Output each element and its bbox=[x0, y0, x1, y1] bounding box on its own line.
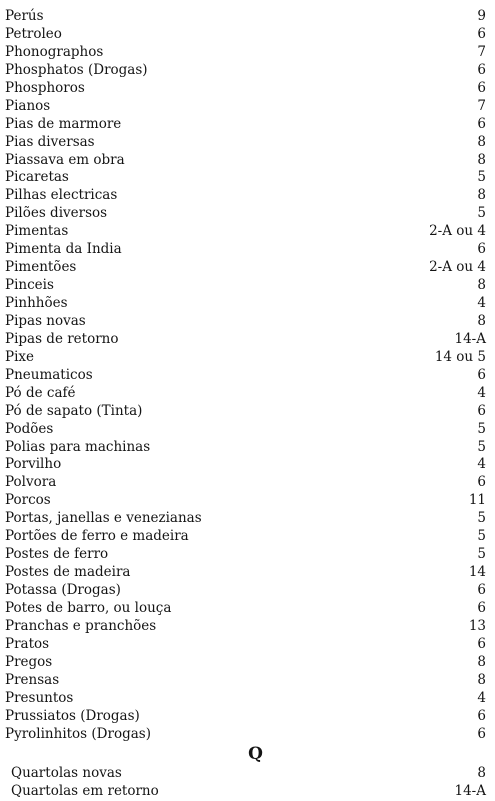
list-item bbox=[5, 672, 486, 690]
entry-value: 4 bbox=[477, 384, 486, 401]
entry-value: 6 bbox=[477, 241, 486, 258]
entry-value: 8 bbox=[477, 765, 486, 782]
list-item bbox=[5, 241, 486, 259]
entry-name: Phosphoros bbox=[5, 79, 85, 96]
entry-value: 8 bbox=[477, 151, 486, 168]
list-item bbox=[5, 277, 486, 295]
entry-value: 14-A bbox=[454, 330, 486, 347]
entry-name: Potassa (Drogas) bbox=[5, 582, 121, 598]
entry-name: Picaretas bbox=[5, 169, 69, 186]
entry-value: 13 bbox=[468, 617, 486, 634]
entry-name: Pranchas e pranchões bbox=[5, 617, 157, 634]
list-item bbox=[5, 528, 486, 546]
entry-name: Pipas de retorno bbox=[5, 330, 119, 347]
entry-value: 6 bbox=[477, 635, 486, 652]
list-item bbox=[5, 367, 486, 385]
list-item bbox=[5, 44, 486, 62]
entry-value: 5 bbox=[477, 420, 486, 437]
entry-name: Pó de café bbox=[5, 384, 76, 401]
entry-value: 6 bbox=[477, 582, 486, 598]
entry-name: Pregos bbox=[5, 653, 53, 670]
list-item bbox=[5, 8, 486, 26]
list-item bbox=[5, 80, 486, 98]
entry-name: Perús bbox=[5, 8, 44, 24]
entry-value: 5 bbox=[477, 205, 486, 222]
entry-value: 8 bbox=[477, 671, 486, 688]
entry-value: 7 bbox=[477, 43, 486, 60]
entry-name: Prussiatos (Drogas) bbox=[5, 707, 140, 724]
list-item bbox=[5, 564, 486, 582]
entry-value: 8 bbox=[477, 312, 486, 329]
list-item bbox=[5, 331, 486, 349]
entry-name: Phonographos bbox=[5, 43, 104, 60]
list-item bbox=[5, 439, 486, 457]
list-item bbox=[5, 765, 486, 783]
entry-value: 4 bbox=[477, 295, 486, 311]
list-item bbox=[5, 456, 486, 474]
entry-name: Piassava em obra bbox=[5, 151, 125, 168]
entry-value: 5 bbox=[477, 528, 486, 545]
entry-name: Pixe bbox=[5, 348, 35, 365]
list-item bbox=[5, 654, 486, 672]
entry-name: Polvora bbox=[5, 474, 57, 491]
entry-value: 4 bbox=[477, 689, 486, 706]
entry-name: Podões bbox=[5, 420, 54, 437]
entry-name: Pimenta da India bbox=[5, 241, 122, 258]
list-item bbox=[5, 116, 486, 134]
entry-name: Pianos bbox=[5, 97, 51, 114]
list-item bbox=[5, 223, 486, 241]
entry-name: Pinceis bbox=[5, 277, 54, 294]
list-item bbox=[5, 708, 486, 726]
entry-value: 2-A ou 4 bbox=[429, 223, 486, 240]
entry-name: Pyrolinhitos (Drogas) bbox=[5, 725, 151, 742]
entry-value: 8 bbox=[477, 653, 486, 670]
entry-value: 2-A ou 4 bbox=[429, 259, 486, 276]
entry-name: Prensas bbox=[5, 671, 60, 688]
entry-value: 8 bbox=[477, 133, 486, 150]
list-item bbox=[5, 152, 486, 170]
entry-name: Pó de sapato (Tinta) bbox=[5, 402, 143, 419]
entry-value: 6 bbox=[477, 79, 486, 96]
entry-name: Pimentões bbox=[5, 259, 77, 276]
entry-name: Pneumaticos bbox=[5, 366, 93, 383]
list-item bbox=[5, 474, 486, 492]
entry-value: 14 bbox=[468, 564, 486, 581]
list-item bbox=[5, 349, 486, 367]
entry-name: Pias de marmore bbox=[5, 115, 122, 132]
entry-name: Pinhhões bbox=[5, 295, 68, 311]
entry-name: Pias diversas bbox=[5, 133, 95, 150]
list-item bbox=[5, 492, 486, 510]
list-item bbox=[5, 582, 486, 600]
entry-name: Quartolas em retorno bbox=[11, 783, 159, 800]
list-item bbox=[5, 385, 486, 403]
list-item bbox=[5, 403, 486, 421]
list-item bbox=[5, 205, 486, 223]
entry-value: 5 bbox=[477, 546, 486, 563]
list-item bbox=[5, 510, 486, 528]
entry-list bbox=[5, 8, 486, 801]
list-item bbox=[5, 26, 486, 44]
entry-value: 6 bbox=[477, 599, 486, 616]
list-item bbox=[5, 618, 486, 636]
list-item bbox=[5, 546, 486, 564]
entry-name: Porcos bbox=[5, 492, 51, 509]
entry-name: Quartolas novas bbox=[11, 765, 122, 782]
entry-name: Potes de barro, ou louça bbox=[5, 599, 172, 616]
list-item bbox=[5, 421, 486, 439]
entry-value: 8 bbox=[477, 277, 486, 294]
list-item bbox=[5, 98, 486, 116]
entry-name: Pimentas bbox=[5, 223, 69, 240]
entry-name: Postes de madeira bbox=[5, 564, 131, 581]
entry-value: 14-A bbox=[454, 783, 486, 800]
entry-value: 6 bbox=[477, 474, 486, 491]
list-item bbox=[5, 726, 486, 744]
list-item bbox=[5, 600, 486, 618]
list-item bbox=[5, 62, 486, 80]
entry-value: 8 bbox=[477, 187, 486, 204]
list-item bbox=[5, 187, 486, 205]
list-item bbox=[5, 134, 486, 152]
entry-name: Porvilho bbox=[5, 456, 62, 473]
entry-value: 14 ou 5 bbox=[434, 348, 486, 365]
entry-value: 6 bbox=[477, 61, 486, 78]
entry-name: Portas, janellas e venezianas bbox=[5, 510, 202, 527]
entry-name: Portões de ferro e madeira bbox=[5, 528, 189, 545]
entry-name: Pilões diversos bbox=[5, 205, 108, 222]
entry-value: 5 bbox=[477, 510, 486, 527]
section-p-list bbox=[5, 8, 486, 743]
list-item bbox=[5, 313, 486, 331]
entry-name: Polias para machinas bbox=[5, 438, 151, 455]
entry-value: 5 bbox=[477, 438, 486, 455]
list-item bbox=[5, 783, 486, 801]
list-item bbox=[5, 636, 486, 654]
entry-value: 9 bbox=[477, 8, 486, 24]
entry-value: 7 bbox=[477, 97, 486, 114]
list-item bbox=[5, 169, 486, 187]
entry-value: 5 bbox=[477, 169, 486, 186]
entry-name: Postes de ferro bbox=[5, 546, 109, 563]
entry-name: Pratos bbox=[5, 635, 50, 652]
list-item bbox=[5, 690, 486, 708]
entry-value: 6 bbox=[477, 707, 486, 724]
entry-value: 11 bbox=[468, 492, 486, 509]
list-item bbox=[5, 259, 486, 277]
entry-name: Petroleo bbox=[5, 25, 62, 42]
entry-value: 4 bbox=[477, 456, 486, 473]
entry-value: 6 bbox=[477, 25, 486, 42]
entry-name: Pilhas electricas bbox=[5, 187, 118, 204]
section-q-list bbox=[5, 765, 486, 801]
entry-value: 6 bbox=[477, 402, 486, 419]
section-heading-q: Q bbox=[248, 744, 263, 765]
entry-value: 6 bbox=[477, 725, 486, 742]
list-item bbox=[5, 295, 486, 313]
entry-value: 6 bbox=[477, 115, 486, 132]
entry-value: 6 bbox=[477, 366, 486, 383]
entry-name: Pipas novas bbox=[5, 312, 86, 329]
entry-name: Presuntos bbox=[5, 689, 74, 706]
entry-name: Phosphatos (Drogas) bbox=[5, 61, 148, 78]
